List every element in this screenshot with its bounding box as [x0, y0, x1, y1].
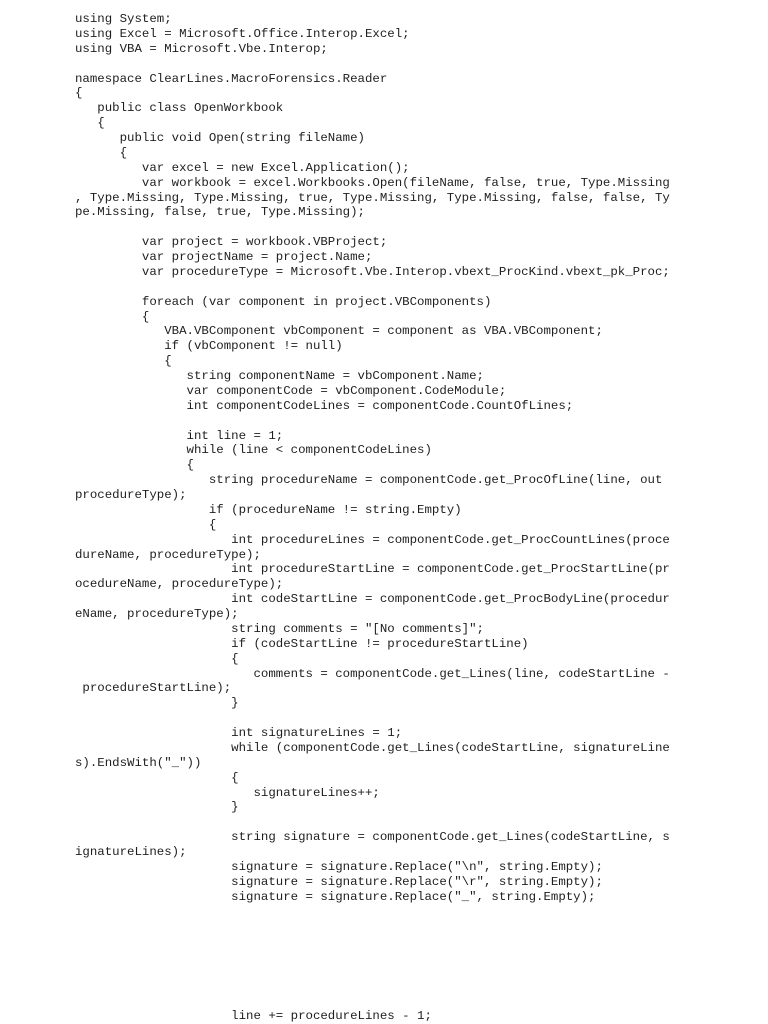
- code-line: [75, 949, 670, 964]
- code-line: [75, 220, 670, 235]
- code-line: [75, 934, 670, 949]
- code-line: comments = componentCode.get_Lines(line, codeStartLine -: [75, 666, 670, 681]
- code-line: dureName, procedureType);: [75, 547, 261, 562]
- code-line: string componentName = vbComponent.Name;: [75, 369, 484, 383]
- code-line: int line = 1;: [75, 428, 284, 443]
- code-line: foreach (var component in project.VBComponents): [75, 294, 492, 309]
- code-line: {: [75, 770, 239, 785]
- code-line: line += procedureLines - 1;: [75, 1008, 432, 1023]
- code-line: ocedureName, procedureType);: [75, 577, 284, 592]
- code-line: {: [75, 309, 150, 324]
- code-line: int componentCodeLines = componentCode.CountOfLines;: [75, 398, 574, 413]
- code-line: var project = workbook.VBProject;: [75, 235, 388, 250]
- code-line: {: [75, 354, 172, 369]
- code-line: procedureStartLine);: [75, 681, 232, 696]
- code-line: signature = signature.Replace("\r", string.Empty);: [75, 874, 603, 889]
- code-line: using Excel = Microsoft.Office.Interop.Excel;: [75, 26, 410, 41]
- code-line: int procedureStartLine = componentCode.get_ProcStartLine(pr: [75, 562, 670, 577]
- code-line: {: [75, 86, 83, 101]
- code-line: [75, 711, 670, 726]
- code-line: VBA.VBComponent vbComponent = component as VBA.VBComponent;: [75, 324, 603, 339]
- code-line: using VBA = Microsoft.Vbe.Interop;: [75, 41, 328, 56]
- code-line: procedureType);: [75, 488, 187, 502]
- code-line: [75, 414, 670, 429]
- code-line: [75, 964, 670, 979]
- code-line: string comments = "[No comments]";: [75, 621, 484, 636]
- code-line: if (vbComponent != null): [75, 339, 343, 354]
- code-line: var projectName = project.Name;: [75, 250, 373, 264]
- code-line: [75, 57, 670, 72]
- code-line: if (procedureName != string.Empty): [75, 502, 462, 517]
- code-line: if (codeStartLine != procedureStartLine): [75, 636, 529, 651]
- code-line: [75, 815, 670, 830]
- code-line: [75, 280, 670, 295]
- code-line: signature = signature.Replace("_", string.Empty);: [75, 889, 596, 904]
- code-line: }: [75, 696, 239, 711]
- code-line: string signature = componentCode.get_Lines(codeStartLine, s: [75, 830, 670, 845]
- code-line: {: [75, 517, 217, 532]
- code-listing: [75, 12, 670, 1024]
- code-line: while (line < componentCodeLines): [75, 443, 432, 458]
- code-line: public void Open(string fileName): [75, 131, 365, 145]
- code-line: using System;: [75, 12, 172, 26]
- code-line: {: [75, 458, 194, 473]
- code-line: , Type.Missing, Type.Missing, true, Type.Missing, Type.Missing, false, false, Ty: [75, 190, 670, 205]
- code-line: s).EndsWith("_")): [75, 755, 202, 770]
- code-line: int procedureLines = componentCode.get_ProcCountLines(proce: [75, 532, 670, 547]
- code-line: [75, 994, 670, 1009]
- code-line: [75, 979, 670, 994]
- code-line: }: [75, 800, 239, 815]
- code-line: namespace ClearLines.MacroForensics.Reader: [75, 71, 388, 86]
- code-line: {: [75, 145, 128, 160]
- code-line: pe.Missing, false, true, Type.Missing);: [75, 205, 365, 220]
- code-line: signature = signature.Replace("\n", string.Empty);: [75, 859, 603, 874]
- code-line: string procedureName = componentCode.get_ProcOfLine(line, out: [75, 473, 663, 488]
- code-line: while (componentCode.get_Lines(codeStartLine, signatureLine: [75, 740, 670, 755]
- code-line: [75, 905, 670, 920]
- code-line: [75, 919, 670, 934]
- code-line: var procedureType = Microsoft.Vbe.Interop.vbext_ProcKind.vbext_pk_Proc;: [75, 264, 670, 279]
- code-line: var componentCode = vbComponent.CodeModule;: [75, 383, 507, 398]
- code-line: signatureLines++;: [75, 785, 380, 800]
- code-line: {: [75, 651, 239, 666]
- code-line: public class OpenWorkbook: [75, 101, 284, 116]
- code-line: int signatureLines = 1;: [75, 726, 403, 740]
- code-line: var workbook = excel.Workbooks.Open(fileName, false, true, Type.Missing: [75, 175, 670, 190]
- code-line: ignatureLines);: [75, 845, 187, 859]
- code-line: int codeStartLine = componentCode.get_ProcBodyLine(procedur: [75, 592, 670, 607]
- code-line: var excel = new Excel.Application();: [75, 160, 410, 175]
- code-line: eName, procedureType);: [75, 607, 239, 621]
- code-line: {: [75, 116, 105, 131]
